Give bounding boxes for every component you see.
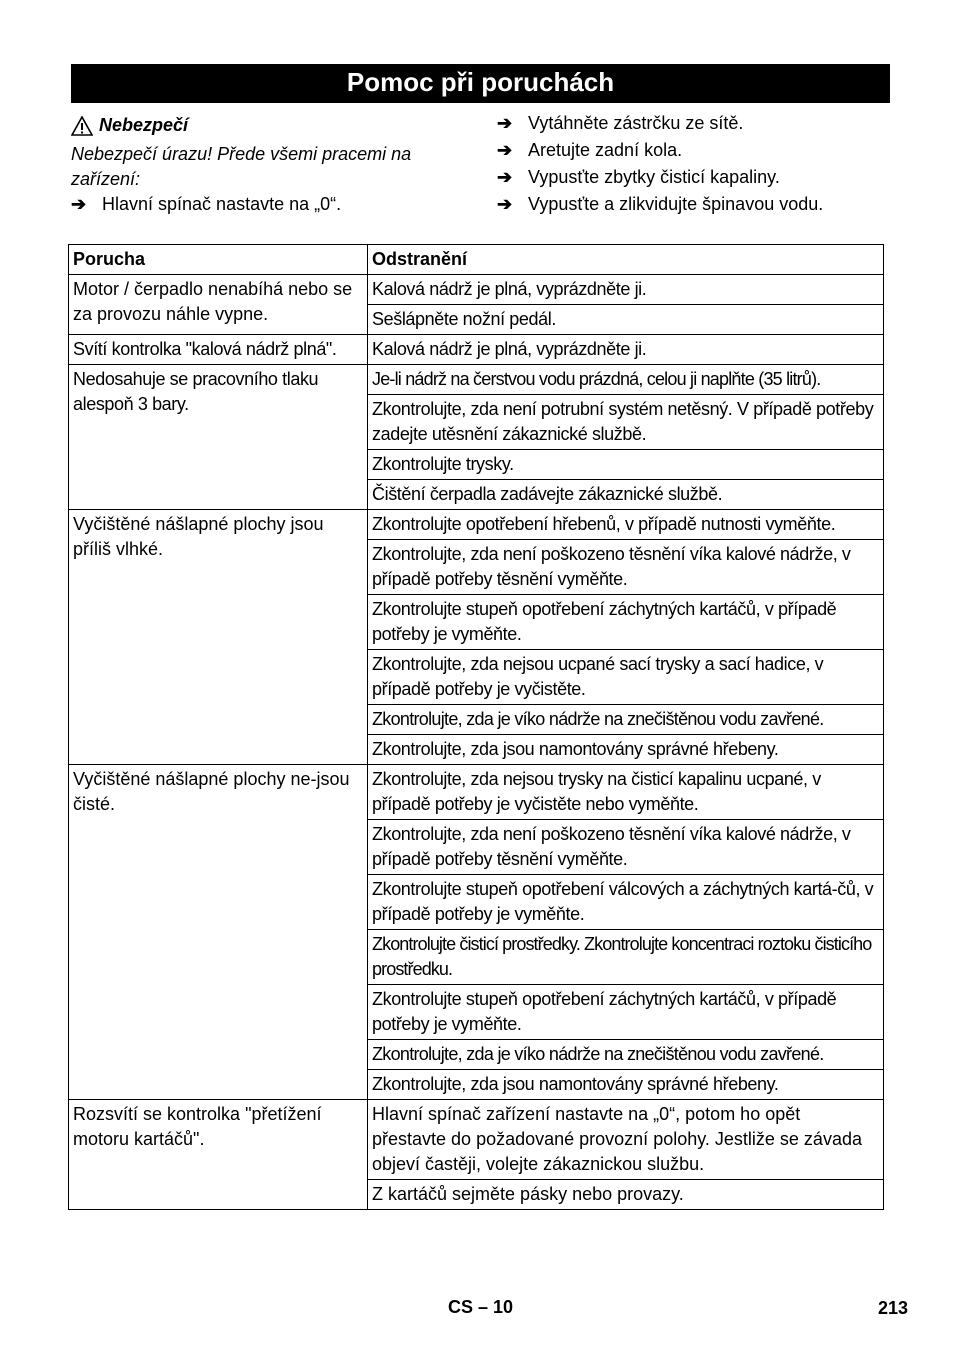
- remedy-cell: Hlavní spínač zařízení nastavte na „0“, potom ho opět přestavte do požadované provozní polohy. Jestliže se závada objeví častěji, volejte zákaznickou službu.: [368, 1100, 884, 1180]
- footer-page-number: 213: [878, 1298, 909, 1318]
- remedy-cell: Zkontrolujte čisticí prostředky. Zkontrolujte koncentraci roztoku čisticího prostředku.: [368, 930, 884, 985]
- remedy-cell: Zkontrolujte, zda je víko nádrže na znečištěnou vodu zavřené.: [368, 1040, 884, 1070]
- table-row: [69, 335, 884, 365]
- fault-cell: Vyčištěné nášlapné plochy jsou příliš vlhké.: [69, 510, 368, 765]
- fault-cell: Motor / čerpadlo nenabíhá nebo se za provozu náhle vypne.: [69, 275, 368, 335]
- fault-cell: Vyčištěné nášlapné plochy ne-jsou čisté.: [69, 765, 368, 1100]
- step-text: Aretujte zadní kola.: [528, 140, 683, 160]
- table-header-row: [69, 245, 884, 275]
- remedy-cell: Zkontrolujte, zda nejsou ucpané sací trysky a sací hadice, v případě potřeby je vyčistěte.: [368, 650, 884, 705]
- arrow-right-icon: ➔: [497, 167, 513, 187]
- remedy-cell: Zkontrolujte, zda není potrubní systém netěsný. V případě potřeby zadejte utěsnění zákaznické službě.: [368, 395, 884, 450]
- troubleshooting-table: [68, 244, 884, 1210]
- table-row: [69, 510, 884, 540]
- warning-step-text: Hlavní spínač nastavte na „0“.: [102, 194, 342, 214]
- remedy-cell: Zkontrolujte, zda nejsou trysky na čisticí kapalinu ucpané, v případě potřeby je vyčistěte nebo vyměňte.: [368, 765, 884, 820]
- step-text: Vypusťte a zlikvidujte špinavou vodu.: [528, 194, 824, 214]
- remedy-cell: Kalová nádrž je plná, vyprázdněte ji.: [368, 335, 884, 365]
- remedy-cell: Zkontrolujte stupeň opotřebení záchytných kartáčů, v případě potřeby je vyměňte.: [368, 985, 884, 1040]
- remedy-cell: Z kartáčů sejměte pásky nebo provazy.: [368, 1180, 884, 1210]
- table-row: [69, 765, 884, 820]
- arrow-right-icon: ➔: [71, 194, 87, 214]
- remedy-cell: Zkontrolujte trysky.: [368, 450, 884, 480]
- step-text: Vytáhněte zástrčku ze sítě.: [528, 113, 744, 133]
- table-row: [69, 1100, 884, 1180]
- list-item: [497, 164, 897, 191]
- warning-step: [71, 192, 471, 217]
- remedy-cell: Zkontrolujte, zda jsou namontovány správné hřebeny.: [368, 735, 884, 765]
- footer-language-page: CS – 10: [448, 1297, 514, 1317]
- remedy-cell: Zkontrolujte, zda je víko nádrže na znečištěnou vodu zavřené.: [368, 705, 884, 735]
- steps-list: [497, 110, 897, 218]
- remedy-cell: Zkontrolujte, zda není poškozeno těsnění víka kalové nádrže, v případě potřeby těsnění vyměňte.: [368, 820, 884, 875]
- column-header-fault: Porucha: [69, 245, 368, 275]
- arrow-right-icon: ➔: [497, 194, 513, 214]
- remedy-cell: Zkontrolujte stupeň opotřebení válcových a záchytných kartá-čů, v případě potřeby je vyměňte.: [368, 875, 884, 930]
- warning-heading-text: Nebezpečí: [99, 115, 189, 135]
- page-title: Pomoc při poruchách: [71, 64, 890, 103]
- step-text: Vypusťte zbytky čisticí kapaliny.: [528, 167, 780, 187]
- remedy-cell: Kalová nádrž je plná, vyprázdněte ji.: [368, 275, 884, 305]
- table-row: [69, 275, 884, 305]
- fault-cell: Rozsvítí se kontrolka "přetížení motoru kartáčů".: [69, 1100, 368, 1210]
- list-item: [497, 191, 897, 218]
- remedy-cell: Zkontrolujte, zda jsou namontovány správné hřebeny.: [368, 1070, 884, 1100]
- warning-heading: [71, 112, 471, 139]
- table-row: [69, 365, 884, 395]
- remedy-cell: Zkontrolujte, zda není poškozeno těsnění víka kalové nádrže, v případě potřeby těsnění vyměňte.: [368, 540, 884, 595]
- remedy-cell: Je-li nádrž na čerstvou vodu prázdná, celou ji naplňte (35 litrů).: [368, 365, 884, 395]
- list-item: [497, 110, 897, 137]
- fault-cell: Svítí kontrolka "kalová nádrž plná".: [69, 335, 368, 365]
- list-item: [497, 137, 897, 164]
- warning-text: Nebezpečí úrazu! Přede všemi pracemi na zařízení:: [71, 144, 412, 189]
- arrow-right-icon: ➔: [497, 140, 513, 160]
- remedy-cell: Sešlápněte nožní pedál.: [368, 305, 884, 335]
- remedy-cell: Zkontrolujte stupeň opotřebení záchytných kartáčů, v případě potřeby je vyměňte.: [368, 595, 884, 650]
- warning-block: [71, 112, 471, 217]
- remedy-cell: Čištění čerpadla zadávejte zákaznické službě.: [368, 480, 884, 510]
- arrow-right-icon: ➔: [497, 113, 513, 133]
- fault-cell: Nedosahuje se pracovního tlaku alespoň 3 bary.: [69, 365, 368, 510]
- remedy-cell: Zkontrolujte opotřebení hřebenů, v případě nutnosti vyměňte.: [368, 510, 884, 540]
- column-header-remedy: Odstranění: [368, 245, 884, 275]
- warning-triangle-icon: [71, 116, 93, 136]
